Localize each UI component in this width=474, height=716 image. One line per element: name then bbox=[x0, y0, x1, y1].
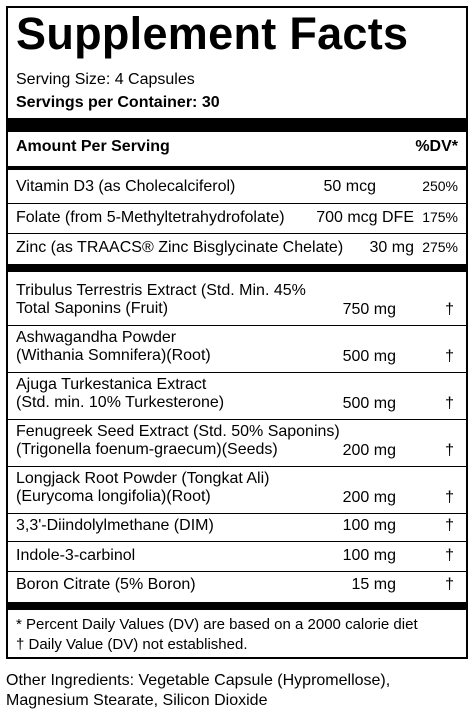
ingredient-amount: 100 mg bbox=[342, 547, 396, 564]
ingredient-dv: † bbox=[445, 301, 454, 318]
ingredient-amount: 500 mg bbox=[342, 395, 396, 412]
supplement-facts-panel bbox=[6, 6, 468, 659]
amount-header bbox=[16, 138, 458, 156]
thick-divider bbox=[8, 264, 466, 272]
row-divider bbox=[8, 203, 466, 204]
other-ingredients-line: Other Ingredients: Vegetable Capsule (Hypromellose), bbox=[6, 672, 391, 689]
serving-size: Serving Size: 4 Capsules bbox=[16, 71, 195, 88]
ingredient-name: Ajuga Turkestanica Extract (Std. min. 10% Turkesterone) bbox=[16, 376, 225, 411]
ingredient-dv: † bbox=[445, 489, 454, 506]
ingredient-dv: † bbox=[445, 517, 454, 534]
footnote-dv-basis: * Percent Daily Values (DV) are based on a 2000 calorie diet bbox=[16, 616, 418, 633]
ingredient-dv: † bbox=[445, 547, 454, 564]
row-divider bbox=[8, 325, 466, 326]
ingredient-name: 3,3'-Diindolylmethane (DIM) bbox=[16, 517, 214, 534]
ingredient-amount: 15 mg bbox=[351, 576, 396, 593]
row-divider bbox=[8, 513, 466, 514]
nutrient-dv: 250% bbox=[422, 178, 458, 194]
other-ingredients-line: Magnesium Stearate, Silicon Dioxide bbox=[6, 692, 268, 709]
ingredient-name: Ashwagandha Powder (Withania Somnifera)(Root) bbox=[16, 329, 211, 364]
ingredient-name: Longjack Root Powder (Tongkat Ali) (Eurycoma longifolia)(Root) bbox=[16, 470, 270, 505]
row-divider bbox=[8, 571, 466, 572]
nutrient-amount: 700 mcg DFE bbox=[316, 209, 414, 226]
ingredient-name: Boron Citrate (5% Boron) bbox=[16, 576, 196, 593]
ingredient-amount: 100 mg bbox=[342, 517, 396, 534]
row-divider bbox=[8, 233, 466, 234]
nutrient-name: Vitamin D3 (as Cholecalciferol) bbox=[16, 178, 236, 195]
ingredient-name: Indole-3-carbinol bbox=[16, 547, 136, 564]
dv-header-label: %DV* bbox=[415, 138, 458, 155]
ingredient-dv: † bbox=[445, 442, 454, 459]
footnote-dagger: † Daily Value (DV) not established. bbox=[16, 636, 248, 653]
nutrient-name: Zinc (as TRAACS® Zinc Bisglycinate Chelate) bbox=[16, 239, 344, 256]
header-divider bbox=[8, 166, 466, 170]
ingredient-name: Tribulus Terrestris Extract (Std. Min. 45% Total Saponins (Fruit) bbox=[16, 282, 306, 317]
other-ingredients bbox=[6, 671, 390, 711]
amount-per-serving-label: Amount Per Serving bbox=[16, 138, 170, 155]
thick-divider bbox=[8, 602, 466, 610]
row-divider bbox=[8, 541, 466, 542]
ingredient-dv: † bbox=[445, 395, 454, 412]
thick-divider bbox=[8, 118, 466, 132]
nutrient-dv: 175% bbox=[422, 209, 458, 225]
nutrient-amount: 30 mg bbox=[369, 239, 414, 256]
ingredient-dv: † bbox=[445, 576, 454, 593]
ingredient-name: Fenugreek Seed Extract (Std. 50% Saponins) (Trigonella foenum-graecum)(Seeds) bbox=[16, 423, 340, 458]
row-divider bbox=[8, 419, 466, 420]
row-divider bbox=[8, 372, 466, 373]
row-divider bbox=[8, 466, 466, 467]
ingredient-amount: 500 mg bbox=[342, 348, 396, 365]
ingredient-amount: 200 mg bbox=[342, 489, 396, 506]
nutrient-dv: 275% bbox=[422, 239, 458, 255]
ingredient-amount: 200 mg bbox=[342, 442, 396, 459]
servings-per-container: Servings per Container: 30 bbox=[16, 94, 220, 111]
ingredient-amount: 750 mg bbox=[342, 301, 396, 318]
nutrient-amount: 50 mcg bbox=[323, 178, 376, 195]
panel-title: Supplement Facts bbox=[16, 8, 409, 59]
nutrient-name: Folate (from 5-Methyltetrahydrofolate) bbox=[16, 209, 285, 226]
ingredient-dv: † bbox=[445, 348, 454, 365]
